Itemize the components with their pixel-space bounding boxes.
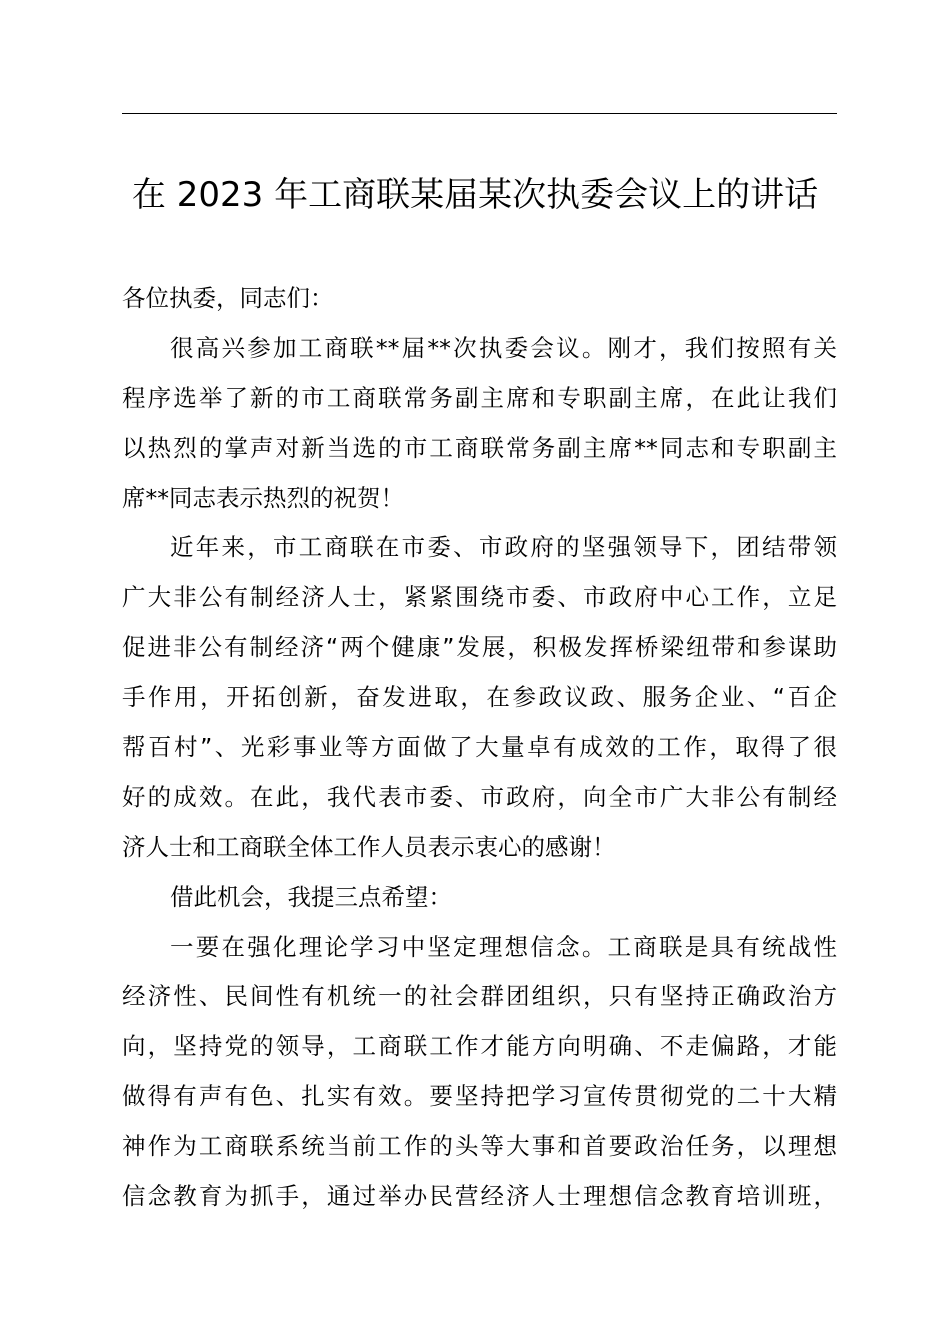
body-line: 济人士和工商联全体工作人员表示衷心的感谢！: [122, 832, 616, 861]
body-line: 经济性、民间性有机统一的社会群团组织，只有坚持正确政治方: [122, 982, 837, 1011]
document-title: 在 2023 年工商联某届某次执委会议上的讲话: [131, 175, 819, 215]
body-line: 广大非公有制经济人士，紧紧围绕市委、市政府中心工作，立足: [122, 583, 837, 612]
body-line: 手作用，开拓创新，奋发进取，在参政议政、服务企业、“百企: [122, 683, 837, 712]
body-line: 帮百村”、光彩事业等方面做了大量卓有成效的工作，取得了很: [122, 733, 837, 762]
body-line: 很高兴参加工商联**届**次执委会议。刚才，我们按照有关: [170, 333, 837, 362]
body-line: 促进非公有制经济“两个健康”发展，积极发挥桥梁纽带和参谋助: [122, 633, 837, 662]
body-line: 程序选举了新的市工商联常务副主席和专职副主席，在此让我们: [122, 383, 837, 412]
document-body: [122, 274, 842, 1222]
body-line: 以热烈的掌声对新当选的市工商联常务副主席**同志和专职副主: [122, 433, 837, 462]
body-line: 向，坚持党的领导，工商联工作才能方向明确、不走偏路，才能: [122, 1032, 837, 1061]
body-line: 近年来，市工商联在市委、市政府的坚强领导下，团结带领: [170, 533, 837, 562]
body-line: 各位执委，同志们：: [122, 284, 334, 312]
body-line: 信念教育为抓手，通过举办民营经济人士理想信念教育培训班，: [122, 1182, 837, 1211]
body-line: 好的成效。在此，我代表市委、市政府，向全市广大非公有制经: [122, 782, 837, 811]
header-rule: [122, 113, 837, 114]
body-line: 借此机会，我提三点希望：: [170, 882, 452, 911]
body-line: 做得有声有色、扎实有效。要坚持把学习宣传贯彻党的二十大精: [122, 1082, 837, 1111]
body-line: 席**同志表示热烈的祝贺！: [122, 483, 404, 512]
body-line: 一要在强化理论学习中坚定理想信念。工商联是具有统战性: [170, 932, 837, 961]
body-line: 神作为工商联系统当前工作的头等大事和首要政治任务，以理想: [122, 1132, 837, 1161]
